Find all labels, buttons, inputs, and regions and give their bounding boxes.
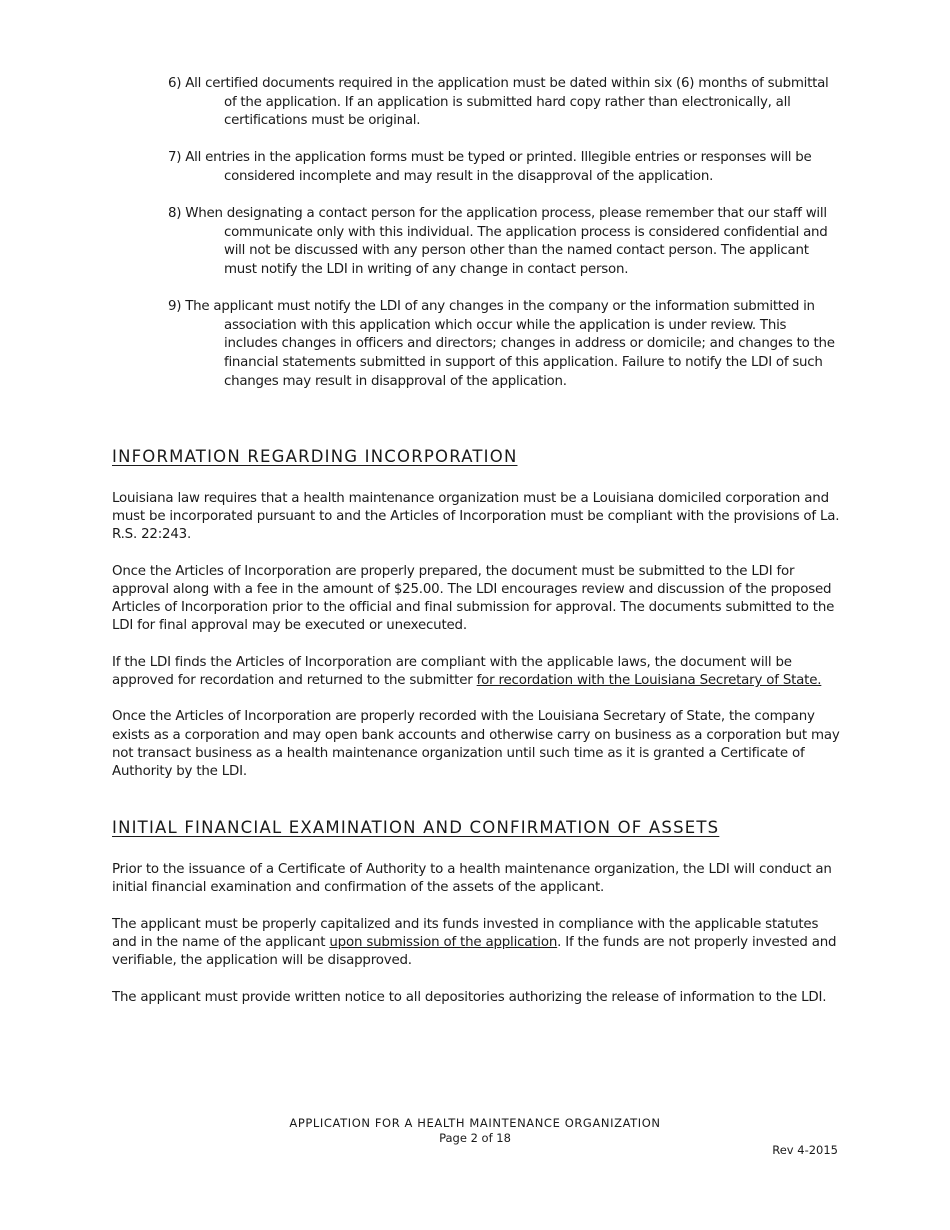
list-item: 6) All certified documents required in the application must be dated within six (6) months of submittal of the application. If an application is submitted hard copy rather than electronically, all certifications must be original. xyxy=(168,76,829,129)
underlined-text: for recordation with the Louisiana Secretary of State. xyxy=(476,673,822,688)
text-span: . If the funds are not properly invested and verifiable, the application will be disapproved. xyxy=(112,935,837,969)
underlined-text: upon submission of the application xyxy=(329,935,558,950)
paragraph xyxy=(112,654,842,690)
paragraph: Once the Articles of Incorporation are properly prepared, the document must be submitted to the LDI for approval along with a fee in the amount of $25.00. The LDI encourages review and discussion of the proposed Articles of Incorporation prior to the official and final submission for approval. The documents submitted to the LDI for final approval may be executed or unexecuted. xyxy=(112,563,835,634)
text-span: If the LDI finds the Articles of Incorporation are compliant with the applicable laws, the document will be approved for recordation and returned to the submitter xyxy=(112,654,792,688)
page-number: Page 2 of 18 xyxy=(439,1131,511,1145)
paragraph: Louisiana law requires that a health maintenance organization must be a Louisiana domiciled corporation and must be incorporated pursuant to and the Articles of Incorporation must be compliant with the provisions of La. R.S. 22:243. xyxy=(112,491,840,543)
requirements-list xyxy=(168,75,838,410)
revision-label: Rev 4-2015 xyxy=(772,1143,838,1157)
incorporation-heading: INFORMATION REGARDING INCORPORATION xyxy=(112,447,518,466)
list-item: 7) All entries in the application forms must be typed or printed. Illegible entries or responses will be considered incomplete and may result in the disapproval of the application. xyxy=(168,150,812,184)
footer-title: APPLICATION FOR A HEALTH MAINTENANCE ORGANIZATION xyxy=(289,1116,661,1130)
text-span: The applicant must be properly capitalized and its funds invested in compliance with the applicable statutes and in the name of the applicant xyxy=(112,916,819,950)
list-item: 8) When designating a contact person for the application process, please remember that our staff will communicate only with this individual. The application process is considered confidential and will not be discussed with any person other than the named contact person. The applicant must notify the LDI in writing of any change in contact person. xyxy=(168,206,828,277)
paragraph xyxy=(112,916,842,971)
financial-exam-heading: INITIAL FINANCIAL EXAMINATION AND CONFIRMATION OF ASSETS xyxy=(112,818,720,838)
list-item: 9) The applicant must notify the LDI of any changes in the company or the information submitted in association with this application which occur while the application is under review. This includes changes in officers and directors; changes in address or domicile; and changes to the financial statements submitted in support of this application. Failure to notify the LDI of such changes may result in disapproval of the application. xyxy=(168,299,835,389)
main-content xyxy=(112,446,842,1025)
paragraph: The applicant must provide written notice to all depositories authorizing the release of information to the LDI. xyxy=(112,989,827,1005)
paragraph: Prior to the issuance of a Certificate of Authority to a health maintenance organization, the LDI will conduct an initial financial examination and confirmation of the assets of the applicant. xyxy=(112,862,832,896)
paragraph: Once the Articles of Incorporation are properly recorded with the Louisiana Secretary of State, the company exists as a corporation and may open bank accounts and otherwise carry on business as a corporation but may not transact business as a health maintenance organization until such time as it is granted a Certificate of Authority by the LDI. xyxy=(112,709,840,779)
page-footer xyxy=(0,1116,950,1146)
